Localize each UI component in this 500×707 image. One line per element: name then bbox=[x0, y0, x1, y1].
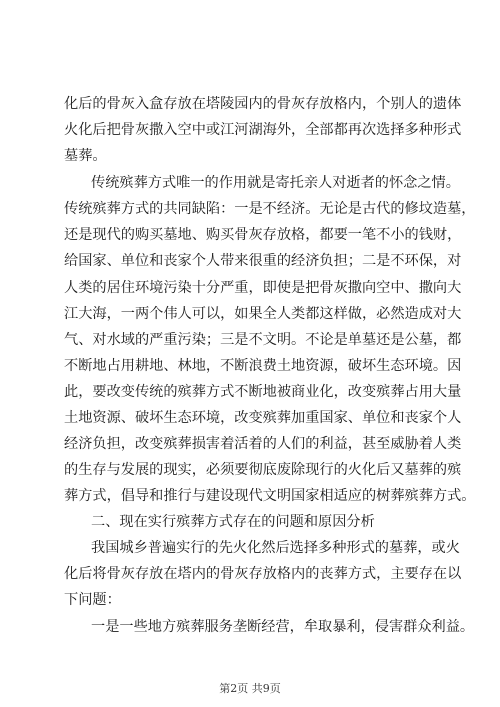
line-text: 人类的居住环境污染十分严重，即使是把骨灰撒向空中、撒向大 bbox=[64, 280, 462, 296]
line-text: 江大海，一两个伟人可以，如果全人类都这样做，必然造成对大 bbox=[64, 306, 462, 322]
text-line bbox=[0, 457, 500, 483]
line-text: 二、现在实行殡葬方式存在的问题和原因分析 bbox=[91, 514, 375, 530]
text-line bbox=[0, 405, 500, 431]
text-line bbox=[0, 143, 500, 169]
text-line bbox=[0, 196, 500, 222]
line-text: 葬方式，倡导和推行与建设现代文明国家相适应的树葬殡葬方式。 bbox=[64, 488, 476, 504]
line-text: 火化后把骨灰撒入空中或江河湖海外，全部都再次选择多种形式 bbox=[64, 122, 462, 138]
text-line bbox=[0, 483, 500, 509]
line-text: 土地资源、破坏生态环境，改变殡葬加重国家、单位和丧家个人 bbox=[64, 410, 462, 426]
text-line bbox=[0, 327, 500, 353]
section-heading bbox=[0, 509, 500, 535]
text-line bbox=[0, 248, 500, 274]
line-text: 此，要改变传统的殡葬方式不断地被商业化，改变殡葬占用大量 bbox=[64, 384, 462, 400]
text-line bbox=[0, 561, 500, 587]
text-line bbox=[0, 275, 500, 301]
text-line bbox=[0, 614, 500, 640]
line-text: 给国家、单位和丧家个人带来很重的经济负担；二是不环保，对 bbox=[64, 253, 462, 269]
text-line bbox=[0, 587, 500, 613]
line-text: 传统殡葬方式的共同缺陷：一是不经济。无论是古代的修坟造墓， bbox=[64, 201, 476, 217]
line-text: 的生存与发展的现实，必须要彻底废除现行的火化后又墓葬的殡 bbox=[64, 462, 462, 478]
text-line bbox=[0, 353, 500, 379]
line-text: 我国城乡普遍实行的先火化然后选择多种形式的墓葬，或火 bbox=[91, 540, 460, 556]
text-line bbox=[0, 301, 500, 327]
line-text: 下问题： bbox=[64, 592, 121, 608]
line-text: 化后的骨灰入盒存放在塔陵园内的骨灰存放格内，个别人的遗体 bbox=[64, 96, 462, 112]
page-number-footer: 第2页 共9页 bbox=[219, 682, 281, 695]
text-line bbox=[0, 117, 500, 143]
text-line bbox=[0, 170, 500, 196]
line-text: 墓葬。 bbox=[64, 148, 107, 164]
text-line bbox=[0, 379, 500, 405]
line-text: 不断地占用耕地、林地，不断浪费土地资源，破坏生态环境。因 bbox=[64, 358, 462, 374]
line-text: 气、对水域的严重污染；三是不文明。不论是单墓还是公墓，都 bbox=[64, 332, 462, 348]
text-line bbox=[0, 91, 500, 117]
line-text: 一是一些地方殡葬服务垄断经营，牟取暴利，侵害群众利益。 bbox=[91, 619, 475, 635]
line-text: 化后将骨灰存放在塔内的骨灰存放格内的丧葬方式，主要存在以 bbox=[64, 566, 462, 582]
text-line bbox=[0, 222, 500, 248]
line-text: 经济负担，改变殡葬损害着活着的人们的利益，甚至威胁着人类 bbox=[64, 436, 462, 452]
line-text: 还是现代的购买墓地、购买骨灰存放格，都要一笔不小的钱财， bbox=[64, 227, 462, 243]
line-text: 传统殡葬方式唯一的作用就是寄托亲人对逝者的怀念之情。 bbox=[91, 175, 460, 191]
text-line bbox=[0, 535, 500, 561]
text-line bbox=[0, 431, 500, 457]
